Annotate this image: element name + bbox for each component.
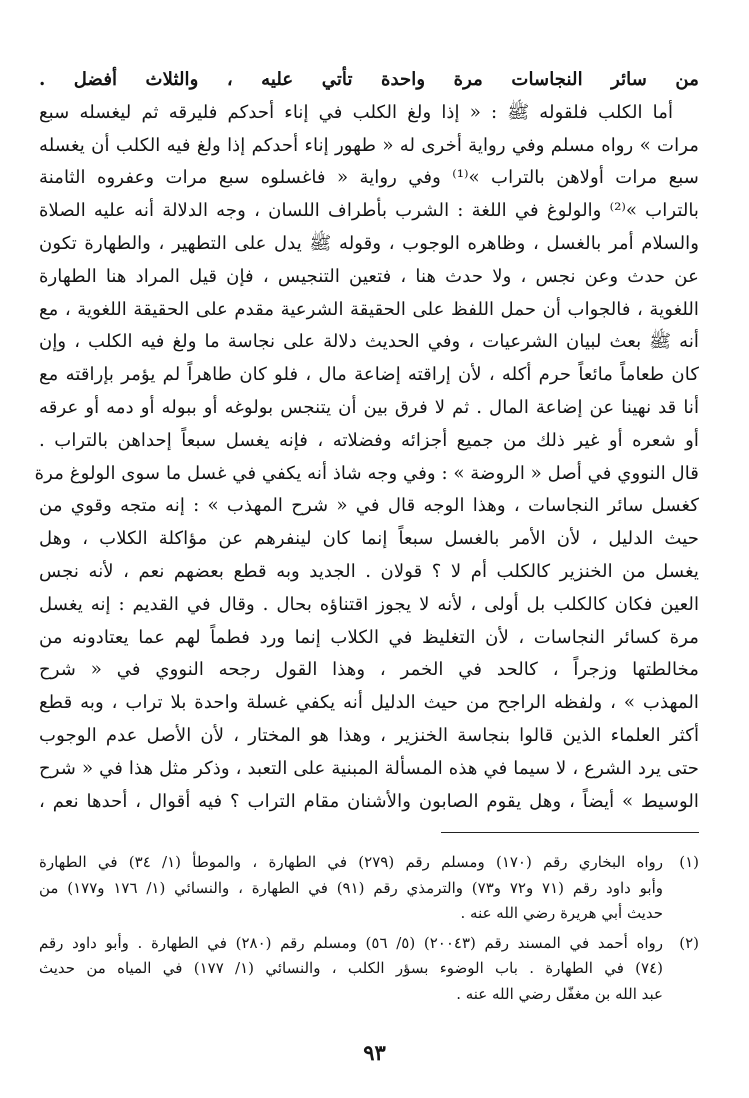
page-number: ٩٣ xyxy=(363,1040,386,1065)
text-line: أنه ﷺ بعث لبيان الشرعيات ، وفي الحديث دلالة على نجاسة ما ولغ فيه الكلب ، وإن xyxy=(39,331,699,353)
text-line: والسلام أمر بالغسل ، وظاهره الوجوب ، وقوله ﷺ يدل على التطهير ، والطهارة تكون xyxy=(39,232,699,254)
footnote-1 xyxy=(39,850,699,927)
footnote-marker: (٢) xyxy=(679,933,699,952)
text-line: أما الكلب فلقوله ﷺ : « إذا ولغ الكلب في إناء أحدكم فليرقه ثم ليغسله سبع xyxy=(39,101,673,123)
text-line: مرة كسائر النجاسات ، لأن التغليظ في الكلاب إنما ورد فطماً لهم عما يعتادونه من xyxy=(39,626,699,648)
text-line: مخالطتها وزجراً ، كالحد في الخمر ، وهذا القول رجحه النووي في « شرح xyxy=(39,659,699,681)
text-line: سبع مرات أولاهن بالتراب »⁽¹⁾ وفي رواية « فاغسلوه سبع مرات وعفروه الثامنة xyxy=(39,167,699,189)
text-line: يغسل من الخنزير كالكلب أم لا ؟ قولان . الجديد وبه قطع بعضهم نعم ، لأنه نجس xyxy=(39,560,699,582)
text-line: قال النووي في أصل « الروضة » : وفي وجه شاذ أنه يكفي في غسل ما سوى الولوغ مرة xyxy=(34,462,699,484)
text-line: حتى يرد الشرع ، لا سيما في هذه المسألة المبنية على التعبد ، وذكر مثل هذا في « شرح xyxy=(39,757,699,779)
footnote-text xyxy=(39,850,663,927)
footnote-separator xyxy=(441,832,699,833)
footnote-line: رواه البخاري رقم (١٧٠) ومسلم رقم (٢٧٩) في الطهارة ، والموطأ (١/ ٣٤) في الطهارة xyxy=(39,853,663,871)
text-line: أو شعره أو غير ذلك من جميع أجزائه وفضلاته ، فإنه يغسل سبعاً إحداهن بالتراب . xyxy=(39,429,699,451)
footnote-2 xyxy=(39,931,699,1008)
footnote-line: وأبو داود رقم (٧١ و٧٢ و٧٣) والترمذي رقم (٩١) في الطهارة ، والنسائي (١/ ١٧٦ و١٧٧) من xyxy=(39,878,663,897)
text-line: اللغوية ، فالجواب أن حمل اللفظ على الحقيقة الشرعية مقدم على الحقيقة اللغوية ، مع xyxy=(39,298,699,320)
main-text xyxy=(34,64,699,818)
text-line: كغسل سائر النجاسات ، وهذا الوجه قال في « شرح المهذب » : إنه متجه وقوي من xyxy=(39,495,699,517)
footnote-line: عبد الله بن مغفّل رضي الله عنه . xyxy=(456,984,663,1003)
footnote-marker: (١) xyxy=(679,853,699,871)
text-line: الوسيط » أيضاً ، وهل يقوم الصابون والأشنان مقام التراب ؟ فيه أقوال ، أحدها نعم ، xyxy=(39,790,699,812)
text-line: من سائر النجاسات مرة واحدة تأتي عليه ، والثلاث أفضل . xyxy=(39,69,699,90)
text-line: أكثر العلماء الذين قالوا بنجاسة الخنزير ، وهذا هو المختار ، لأن الأصل عدم الوجوب xyxy=(39,724,699,746)
text-line: مرات » رواه مسلم وفي رواية أخرى له « طهور إناء أحدكم إذا ولغ فيه الكلب أن يغسله xyxy=(39,134,699,156)
footnote-line: حديث أبي هريرة رضي الله عنه . xyxy=(460,904,663,922)
text-line: حيث الدليل ، لأن الأمر بالغسل سبعاً إنما كان لينفرهم عن مؤاكلة الكلاب ، وهل xyxy=(39,528,699,550)
footnote-text xyxy=(39,931,663,1008)
text-line: العين فكان كالكلب بل أولى ، لأنه لا يجوز اقتناؤه بحال . وقال في القديم : إنه يغسل xyxy=(39,593,699,615)
footnotes xyxy=(39,850,699,1011)
footnote-line: رواه أحمد في المسند رقم (٢٠٠٤٣) (٥/ ٥٦) ومسلم رقم (٢٨٠) في الطهارة . وأبو داود رقم xyxy=(39,933,664,952)
text-line: بالتراب »⁽²⁾ والولوغ في اللغة : الشرب بأطراف اللسان ، وجه الدلالة أنه عليه الصلاة xyxy=(39,200,699,222)
text-line: المهذب » ، ولفظه الراجح من حيث الدليل أنه يكفي غسلة واحدة بلا تراب ، وبه قطع xyxy=(39,692,699,714)
footnote-line: (٧٤) في الطهارة . باب الوضوء بسؤر الكلب ، والنسائي (١/ ١٧٧) في المياه من حديث xyxy=(39,959,664,977)
text-line: أنا قد نهينا عن إضاعة المال . ثم لا فرق بين أن يتنجس بولوغه أو ببوله أو دمه أو عرقه xyxy=(39,396,699,418)
text-line: كان طعاماً مائعاً حرم أكله ، لأن إراقته إضاعة مال ، فلو كان طاهراً لم يؤمر بإراقته مع xyxy=(39,364,699,386)
text-line: عن حدث وعن نجس ، ولا حدث هنا ، فتعين التنجيس ، فإن قيل المراد هنا الطهارة xyxy=(39,265,699,287)
